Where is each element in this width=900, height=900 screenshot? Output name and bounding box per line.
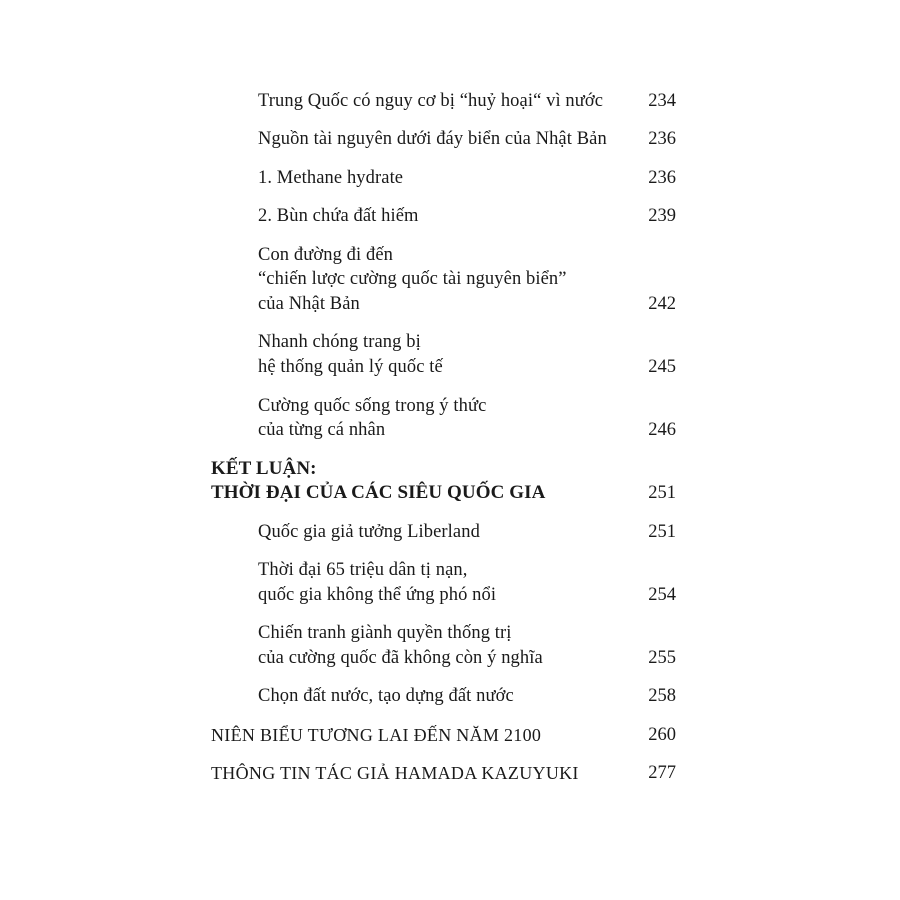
toc-page-number: 254 [648,585,676,605]
chapter-heading-line: THỜI ĐẠI CỦA CÁC SIÊU QUỐC GIA [211,482,546,503]
toc-page-number: 258 [648,686,676,706]
toc-page-number: 236 [648,129,676,149]
toc-entry-title-line: Thời đại 65 triệu dân tị nạn, [258,560,468,580]
toc-page-number: 242 [648,294,676,314]
toc-page-number: 260 [648,725,676,745]
section-title: THÔNG TIN TÁC GIẢ HAMADA KAZUYUKI [211,763,579,783]
toc-page-number: 245 [648,357,676,377]
toc-entry-title-line: của cường quốc đã không còn ý nghĩa [258,648,543,668]
toc-entry-title-line: của từng cá nhân [258,420,386,440]
toc-entry-title-line: Cường quốc sống trong ý thức [258,396,487,416]
toc-page-number: 251 [648,483,676,503]
toc-page-number: 277 [648,763,676,783]
toc-page-number: 234 [648,91,676,111]
toc-page-number: 255 [648,648,676,668]
toc-page-number: 246 [648,420,676,440]
toc-entry-title-line: hệ thống quản lý quốc tế [258,357,443,377]
toc-page-number: 236 [648,168,676,188]
toc-entry-title-line: của Nhật Bản [258,294,360,314]
toc-entry-title-line: Chiến tranh giành quyền thống trị [258,623,512,643]
toc-entry-title-line: “chiến lược cường quốc tài nguyên biển” [258,269,567,289]
toc-entry-title: 1. Methane hydrate [258,168,404,188]
toc-entry-title-line: Nhanh chóng trang bị [258,332,421,352]
toc-entry-title-line: quốc gia không thể ứng phó nổi [258,585,497,605]
toc-page-number: 239 [648,206,676,226]
toc-entry-title: Chọn đất nước, tạo dựng đất nước [258,686,514,706]
toc-entry-title: Nguồn tài nguyên dưới đáy biển của Nhật Bản [258,129,607,149]
toc-entry-title: 2. Bùn chứa đất hiếm [258,206,419,226]
chapter-heading-line: KẾT LUẬN: [211,458,317,479]
toc-entry-title-line: Con đường đi đến [258,245,393,265]
toc-page-number: 251 [648,522,676,542]
section-title: NIÊN BIỂU TƯƠNG LAI ĐẾN NĂM 2100 [211,725,542,745]
toc-entry-title: Quốc gia giả tưởng Liberland [258,522,480,542]
toc-entry-title: Trung Quốc có nguy cơ bị “huỷ hoại“ vì nước [258,91,604,111]
